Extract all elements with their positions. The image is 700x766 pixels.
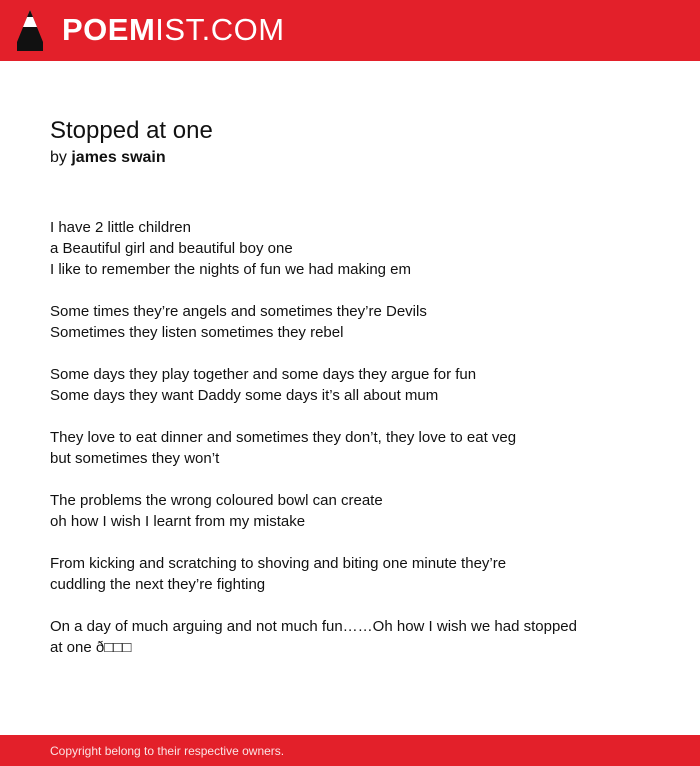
poem-line: Some times they’re angels and sometimes they’re Devils <box>50 303 427 320</box>
poem-line: They love to eat dinner and sometimes they don’t, they love to eat veg <box>50 429 517 446</box>
poem-content <box>50 116 660 679</box>
poem-line: cuddling the next they’re fighting <box>50 576 266 593</box>
logo-text-bold: POEM <box>62 12 156 47</box>
poem-title: Stopped at one <box>50 117 213 144</box>
stanza <box>50 490 660 532</box>
stanza <box>50 364 660 406</box>
stanza <box>50 301 660 343</box>
logo-text-light: IST.COM <box>155 12 285 47</box>
stanza <box>50 217 660 280</box>
poem-line: oh how I wish I learnt from my mistake <box>50 513 306 530</box>
by-label: by <box>50 149 67 166</box>
poem-body <box>50 217 660 658</box>
stanza <box>50 616 660 658</box>
poem-line: Sometimes they listen sometimes they rebel <box>50 324 344 341</box>
poem-line: Some days they play together and some days they argue for fun <box>50 366 477 383</box>
site-header <box>0 0 700 61</box>
site-logo[interactable] <box>62 12 285 48</box>
poem-line: a Beautiful girl and beautiful boy one <box>50 240 293 257</box>
poem-line: I have 2 little children <box>50 219 191 236</box>
copyright-text: Copyright belong to their respective owners. <box>50 744 285 758</box>
byline <box>50 147 660 169</box>
poem-line: On a day of much arguing and not much fun……Oh how I wish we had stopped <box>50 618 577 635</box>
poem-line: Some days they want Daddy some days it’s all about mum <box>50 387 439 404</box>
stanza <box>50 427 660 469</box>
poem-line: at one ð□□□ <box>50 639 132 656</box>
stanza <box>50 553 660 595</box>
poem-line: but sometimes they won’t <box>50 450 220 467</box>
author-name: james swain <box>71 149 166 166</box>
poem-line: From kicking and scratching to shoving and biting one minute they’re <box>50 555 507 572</box>
site-footer <box>0 735 700 766</box>
poem-line: The problems the wrong coloured bowl can create <box>50 492 383 509</box>
poem-line: I like to remember the nights of fun we had making em <box>50 261 412 278</box>
pencil-icon[interactable] <box>17 10 43 51</box>
